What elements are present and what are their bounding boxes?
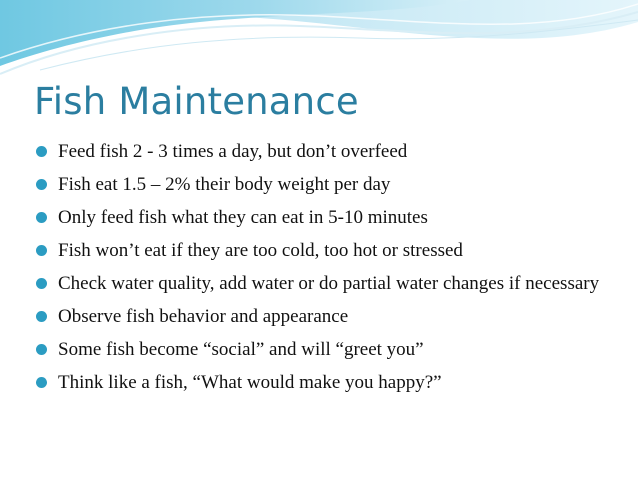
page-title: Fish Maintenance xyxy=(34,80,359,123)
list-item-text: Think like a fish, “What would make you happy?” xyxy=(58,372,442,393)
list-item xyxy=(34,206,619,229)
bullet-icon xyxy=(36,377,47,388)
bullet-icon xyxy=(36,311,47,322)
bullet-icon xyxy=(36,344,47,355)
bullet-icon xyxy=(36,212,47,223)
list-item-text: Observe fish behavior and appearance xyxy=(58,306,349,327)
list-item xyxy=(34,239,619,262)
list-item xyxy=(34,140,619,163)
list-item-text: Check water quality, add water or do partial water changes if necessary xyxy=(58,273,600,294)
list-item xyxy=(34,305,619,328)
list-item-text: Fish won’t eat if they are too cold, too hot or stressed xyxy=(58,240,463,261)
bullet-icon xyxy=(36,245,47,256)
list-item-text: Only feed fish what they can eat in 5-10 minutes xyxy=(58,207,428,228)
bullet-list xyxy=(34,140,619,404)
list-item-text: Fish eat 1.5 – 2% their body weight per day xyxy=(58,174,391,195)
list-item-text: Some fish become “social” and will “greet you” xyxy=(58,339,424,360)
list-item xyxy=(34,338,619,361)
bullet-icon xyxy=(36,179,47,190)
list-item xyxy=(34,173,619,196)
header-wave-decoration xyxy=(0,0,638,90)
list-item xyxy=(34,371,619,394)
list-item-text: Feed fish 2 - 3 times a day, but don’t overfeed xyxy=(58,141,408,162)
bullet-icon xyxy=(36,278,47,289)
bullet-icon xyxy=(36,146,47,157)
list-item xyxy=(34,272,619,295)
